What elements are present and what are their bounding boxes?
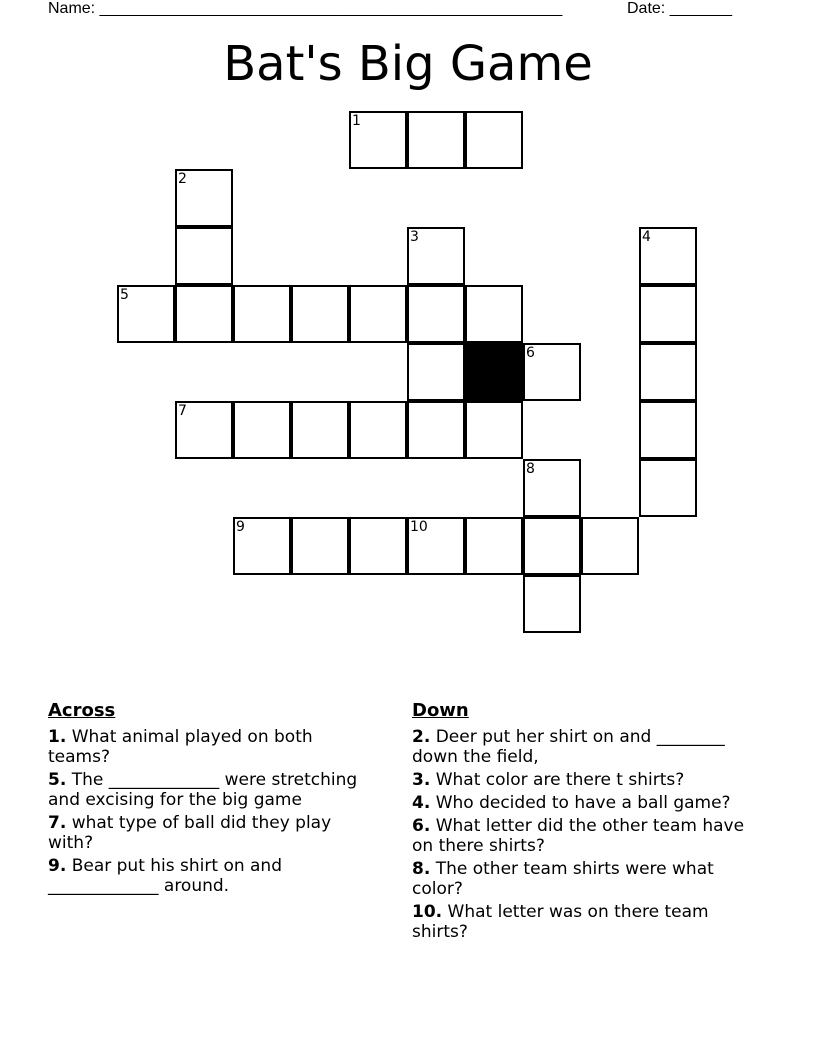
- crossword-cell[interactable]: [523, 575, 581, 633]
- crossword-cell[interactable]: [349, 517, 407, 575]
- crossword-cell[interactable]: [639, 285, 697, 343]
- cell-number: 1: [352, 113, 361, 129]
- clue-across-1: [48, 727, 378, 767]
- crossword-cell[interactable]: [349, 285, 407, 343]
- crossword-cell[interactable]: [639, 343, 697, 401]
- clue-text: The other team shirts were what color?: [412, 859, 714, 899]
- crossword-cell[interactable]: [175, 285, 233, 343]
- crossword-cell[interactable]: [523, 343, 581, 401]
- down-heading: Down: [412, 700, 469, 721]
- crossword-cell[interactable]: [465, 517, 523, 575]
- clue-number: 5.: [48, 770, 67, 790]
- cell-number: 2: [178, 171, 187, 187]
- crossword-cell[interactable]: [465, 401, 523, 459]
- clue-down-6: [412, 816, 762, 856]
- clue-text: what type of ball did they play with?: [48, 813, 332, 853]
- crossword-cell[interactable]: [407, 401, 465, 459]
- clue-text: What color are there t shirts?: [430, 770, 685, 790]
- crossword-cell[interactable]: [349, 401, 407, 459]
- clue-text: Bear put his shirt on and _____________ around.: [48, 856, 283, 896]
- clue-number: 6.: [412, 816, 431, 836]
- clue-across-5: [48, 770, 378, 810]
- crossword-cell[interactable]: [175, 401, 233, 459]
- crossword-cell[interactable]: [407, 227, 465, 285]
- clue-text: The _____________ were stretching and excising for the big game: [48, 770, 358, 810]
- cell-number: 8: [526, 461, 535, 477]
- crossword-cell[interactable]: [523, 459, 581, 517]
- date-field-label: Date: _______: [627, 0, 732, 17]
- crossword-black-cell: [465, 343, 523, 401]
- clue-text: What letter was on there team shirts?: [412, 902, 709, 942]
- clue-text: What letter did the other team have on there shirts?: [412, 816, 745, 856]
- crossword-cell[interactable]: [233, 401, 291, 459]
- clue-down-8: [412, 859, 762, 899]
- crossword-cell[interactable]: [465, 111, 523, 169]
- crossword-cell[interactable]: [639, 227, 697, 285]
- cell-number: 6: [526, 345, 535, 361]
- clue-down-3: [412, 770, 762, 790]
- clue-number: 8.: [412, 859, 431, 879]
- crossword-cell[interactable]: [465, 285, 523, 343]
- crossword-cell[interactable]: [581, 517, 639, 575]
- crossword-cell[interactable]: [117, 285, 175, 343]
- crossword-cell[interactable]: [407, 111, 465, 169]
- across-clues: [48, 700, 378, 899]
- page-title: Bat's Big Game: [223, 36, 593, 92]
- clue-text: What animal played on both teams?: [48, 727, 313, 767]
- cell-number: 5: [120, 287, 129, 303]
- crossword-cell[interactable]: [233, 517, 291, 575]
- cell-number: 9: [236, 519, 245, 535]
- crossword-cell[interactable]: [175, 169, 233, 227]
- clue-text: Who decided to have a ball game?: [430, 793, 731, 813]
- clue-number: 4.: [412, 793, 431, 813]
- cell-number: 10: [410, 519, 428, 535]
- clue-number: 3.: [412, 770, 431, 790]
- clue-text: Deer put her shirt on and ________ down the field,: [412, 727, 725, 767]
- crossword-cell[interactable]: [291, 517, 349, 575]
- clue-number: 7.: [48, 813, 67, 833]
- clue-across-7: [48, 813, 378, 853]
- clue-down-4: [412, 793, 762, 813]
- crossword-cell[interactable]: [639, 401, 697, 459]
- cell-number: 4: [642, 229, 651, 245]
- cell-number: 3: [410, 229, 419, 245]
- cell-number: 7: [178, 403, 187, 419]
- crossword-cell[interactable]: [349, 111, 407, 169]
- clue-down-10: [412, 902, 762, 942]
- crossword-cell[interactable]: [291, 285, 349, 343]
- clue-number: 9.: [48, 856, 67, 876]
- name-field-label: Name: ____________________________________________________: [48, 0, 563, 17]
- crossword-cell[interactable]: [407, 285, 465, 343]
- crossword-cell[interactable]: [523, 517, 581, 575]
- clue-number: 2.: [412, 727, 431, 747]
- crossword-cell[interactable]: [407, 517, 465, 575]
- crossword-cell[interactable]: [233, 285, 291, 343]
- clue-number: 10.: [412, 902, 443, 922]
- clue-down-2: [412, 727, 762, 767]
- across-heading: Across: [48, 700, 116, 721]
- crossword-cell[interactable]: [291, 401, 349, 459]
- crossword-cell[interactable]: [175, 227, 233, 285]
- clue-across-9: [48, 856, 378, 896]
- down-clues: [412, 700, 762, 945]
- crossword-cell[interactable]: [639, 459, 697, 517]
- crossword-cell[interactable]: [407, 343, 465, 401]
- clue-number: 1.: [48, 727, 67, 747]
